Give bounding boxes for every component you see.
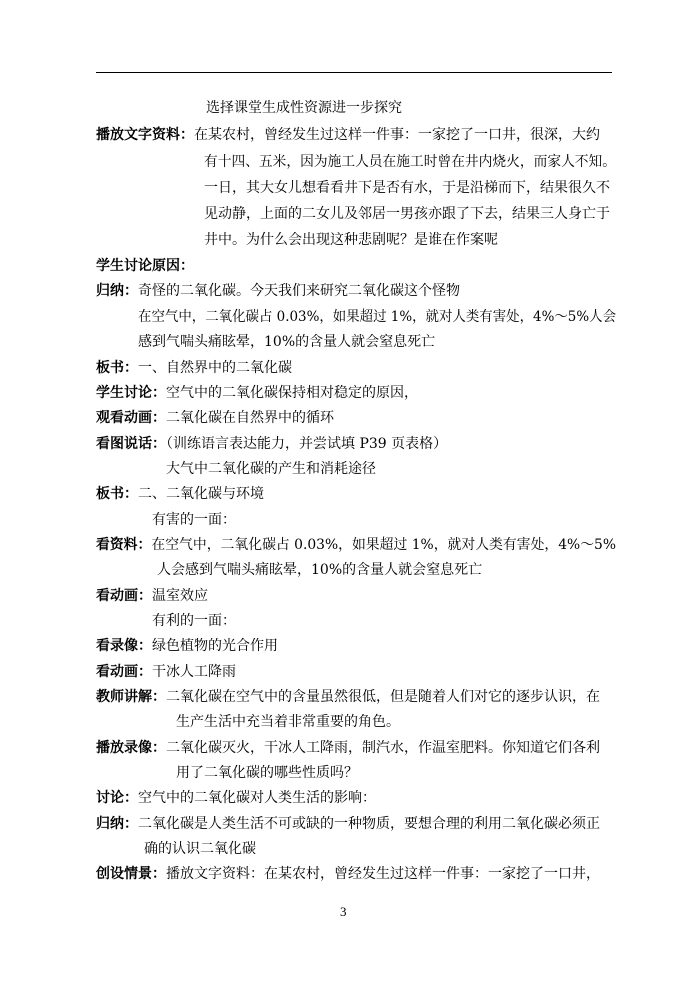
text-line-17: 有害的一面： — [152, 512, 236, 528]
text-line-5: 见动静，上面的二女儿及邻居一男孩亦跟了下去，结果三人身亡于 — [204, 206, 610, 222]
text-line-12: 学生讨论：空气中的二氧化碳保持相对稳定的原因， — [96, 385, 418, 401]
text-line-3: 有十四、五米，因为施工人员在施工时曾在井内烧火，而家人不知。 — [204, 154, 616, 170]
text-line-21: 有利的一面： — [152, 613, 236, 629]
text-line-6: 井中。为什么会出现这种悲剧呢？是谁在作案呢 — [204, 232, 498, 248]
text-line-22: 看录像：绿色植物的光合作用 — [96, 638, 278, 654]
text-line-18: 看资料：在空气中，二氧化碳占 0.03%，如果超过 1%，就对人类有害处，4%～5% — [96, 537, 617, 553]
text-line-2: 播放文字资料：在某农村，曾经发生过这样一件事：一家挖了一口井，很深，大约 — [96, 127, 600, 143]
text-line-20: 看动画：温室效应 — [96, 588, 208, 604]
text-line-4: 一日，其大女儿想看看井下是否有水，于是沿梯而下，结果很久不 — [204, 180, 610, 196]
text-line-14: 看图说话：（训练语言表达能力，并尝试填 P39 页表格） — [96, 436, 448, 452]
text-line-16: 板书：二、二氧化碳与环境 — [96, 486, 264, 502]
text-line-26: 播放录像：二氧化碳灭火，干冰人工降雨，制汽水，作温室肥料。你知道它们各利 — [96, 740, 600, 756]
text-line-31: 创设情景：播放文字资料：在某农村，曾经发生过这样一件事：一家挖了一口井， — [96, 866, 600, 882]
text-line-15: 大气中二氧化碳的产生和消耗途径 — [166, 461, 376, 477]
text-line-8: 归纳：奇怪的二氧化碳。今天我们来研究二氧化碳这个怪物 — [96, 283, 460, 299]
text-line-10: 感到气喘头痛眩晕，10%的含量人就会窒息死亡 — [138, 334, 436, 350]
text-line-9: 在空气中，二氧化碳占 0.03%，如果超过 1%，就对人类有害处，4%～5%人会 — [138, 309, 617, 325]
text-line-11: 板书：一、自然界中的二氧化碳 — [96, 360, 292, 376]
text-line-24: 教师讲解：二氧化碳在空气中的含量虽然很低，但是随着人们对它的逐步认识，在 — [96, 689, 600, 705]
page-number: 3 — [340, 904, 347, 919]
text-line-13: 观看动画：二氧化碳在自然界中的循环 — [96, 410, 334, 426]
text-line-19: 人会感到气喘头痛眩晕，10%的含量人就会窒息死亡 — [157, 562, 483, 578]
text-line-30: 确的认识二氧化碳 — [144, 841, 256, 857]
text-line-23: 看动画：干冰人工降雨 — [96, 664, 236, 680]
text-line-7: 学生讨论原因： — [96, 258, 194, 274]
text-line-25: 生产生活中充当着非常重要的角色。 — [176, 714, 400, 730]
text-line-29: 归纳：二氧化碳是人类生活不可或缺的一种物质，要想合理的利用二氧化碳必须正 — [96, 816, 600, 832]
text-line-28: 讨论：空气中的二氧化碳对人类生活的影响： — [96, 790, 376, 806]
header-rule — [96, 72, 612, 73]
text-line-27: 用了二氧化碳的哪些性质吗？ — [176, 765, 358, 781]
text-line-1: 选择课堂生成性资源进一步探究 — [206, 100, 402, 116]
